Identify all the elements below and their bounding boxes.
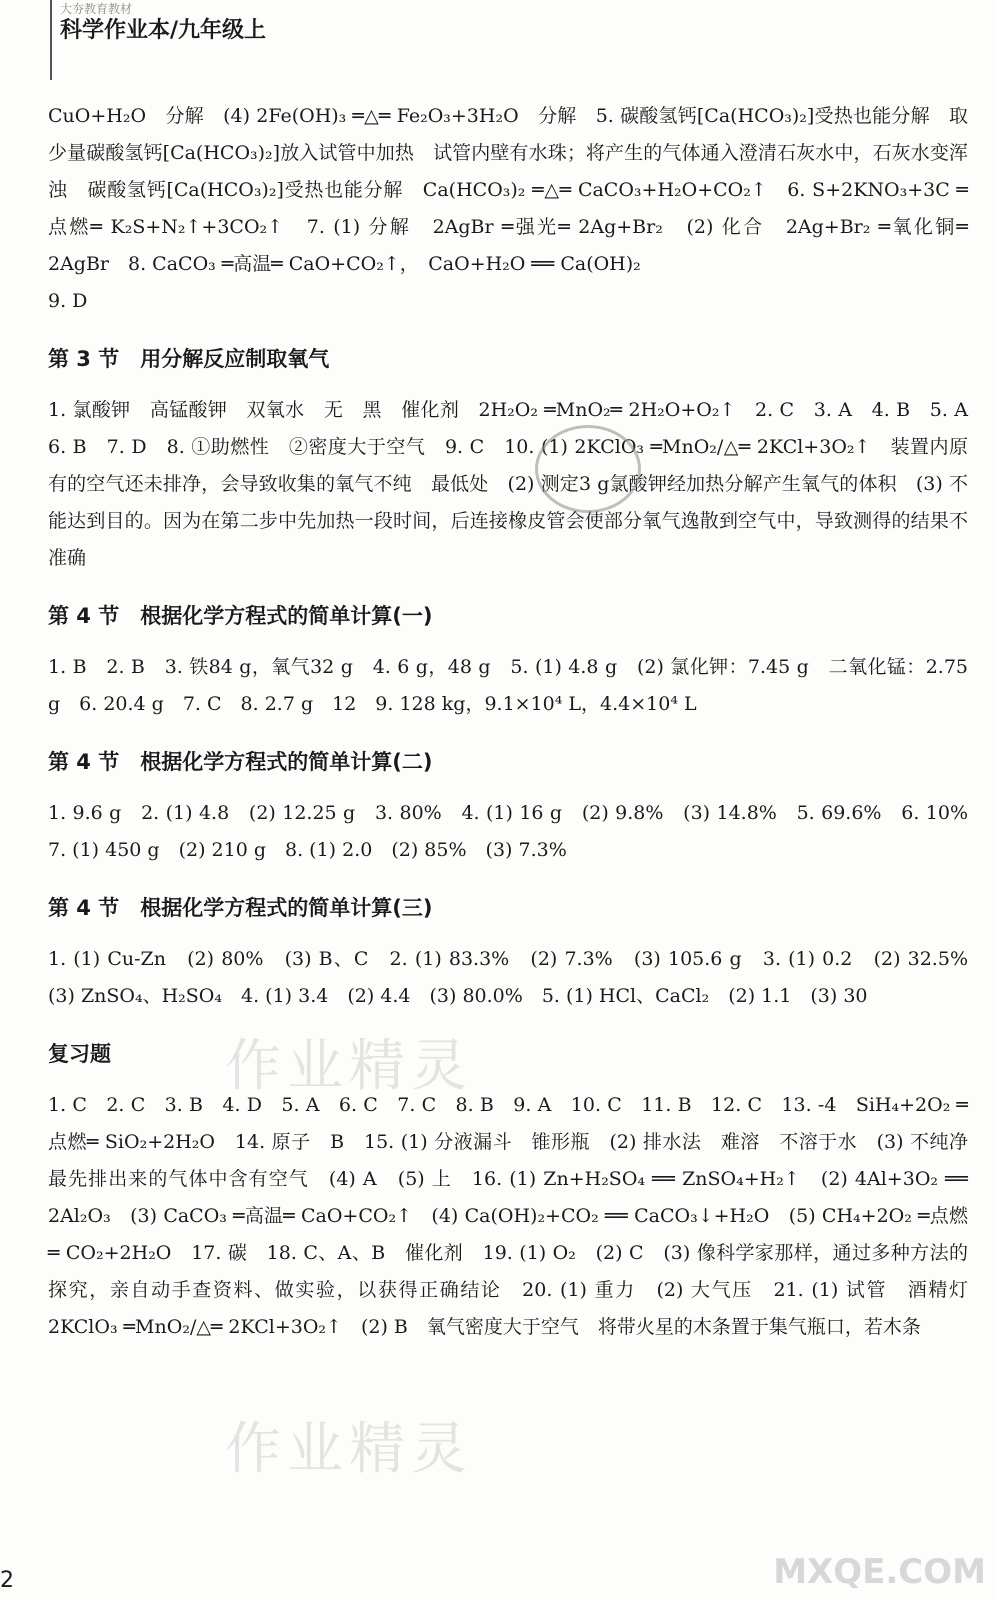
book-title: 科学作业本/九年级上 — [60, 18, 267, 43]
page-header — [0, 0, 996, 80]
section-heading: 第 4 节 根据化学方程式的简单计算(二) — [48, 750, 433, 774]
answer-paragraph: 1. 氯酸钾 高锰酸钾 双氧水 无 黑 催化剂 2H₂O₂ ═MnO₂═ 2H₂O+O₂↑ 2. C 3. A 4. B 5. A 6. B 7. D 8. ①助燃性 ②密度大于空气 9. C 10. (1) 2KClO₃ ═MnO₂/△═ 2KCl+3O₂↑ 装置内原有的空气还未排净，会导致收集的氧气不纯 最低处 (2) 测定3 g氯酸钾经加热分解产生氧气的体积 (3) 不能达到目的。因为在第二步中先加热一段时间，后连接橡皮管会使部分氧气逸散到空气中，导致测得的结果不准确 — [48, 399, 988, 569]
answer-paragraph: CuO+H₂O 分解 (4) 2Fe(OH)₃ ═△═ Fe₂O₃+3H₂O 分解 5. 碳酸氢钙[Ca(HCO₃)₂]受热也能分解 取少量碳酸氢钙[Ca(HCO₃)₂]放入试管中加热 试管内壁有水珠；将产生的气体通入澄清石灰水中，石灰水变浑浊 碳酸氢钙[Ca(HCO₃)₂]受热也能分解 Ca(HCO₃)₂ ═△═ CaCO₃+H₂O+CO₂↑ 6. S+2KNO₃+3C ═点燃═ K₂S+N₂↑+3CO₂↑ 7. (1) 分解 2AgBr ═强光═ 2Ag+Br₂ (2) 化合 2Ag+Br₂ ═氧化铜═ 2AgBr 8. CaCO₃ ═高温═ CaO+CO₂↑， CaO+H₂O ══ Ca(OH)₂ — [48, 105, 968, 275]
seal-stamp — [535, 425, 641, 513]
answer-paragraph: 1. 9.6 g 2. (1) 4.8 (2) 12.25 g 3. 80% 4. (1) 16 g (2) 9.8% (3) 14.8% 5. 69.6% 6. 10% 7. (1) 450 g (2) 210 g 8. (1) 2.0 (2) 85% (3) 7.3% — [48, 802, 988, 861]
answer-content — [48, 98, 988, 1346]
watermark: 作业精灵 — [225, 1034, 473, 1099]
corner-logo: MXQE.COM — [773, 1552, 986, 1592]
answer-paragraph: 1. C 2. C 3. B 4. D 5. A 6. C 7. C 8. B 9. A 10. C 11. B 12. C 13. -4 SiH₄+2O₂ ═点燃═ SiO₂+2H₂O 14. 原子 B 15. (1) 分液漏斗 锥形瓶 (2) 排水法 难溶 不溶于水 (3) 不纯净 最先排出来的气体中含有空气 (4) A (5) 上 16. (1) Zn+H₂SO₄ ══ ZnSO₄+H₂↑ (2) 4Al+3O₂ ══ 2Al₂O₃ (3) CaCO₃ ═高温═ CaO+CO₂↑ (4) Ca(OH)₂+CO₂ ══ CaCO₃↓+H₂O (5) CH₄+2O₂ ═点燃═ CO₂+2H₂O 17. 碳 18. C、A、B 催化剂 19. (1) O₂ (2) C (3) 像科学家那样，通过多种方法的探究，亲自动手查资料、做实验，以获得正确结论 20. (1) 重力 (2) 大气压 21. (1) 试管 酒精灯 2KClO₃ ═MnO₂/△═ 2KCl+3O₂↑ (2) B 氧气密度大于空气 将带火星的木条置于集气瓶口，若木条 — [48, 1094, 988, 1338]
section-heading: 第 4 节 根据化学方程式的简单计算(三) — [48, 896, 433, 920]
header-rule — [50, 0, 52, 80]
section-heading: 第 4 节 根据化学方程式的简单计算(一) — [48, 604, 433, 628]
answer-paragraph: 9. D — [48, 290, 88, 312]
page-number: 2 — [0, 1568, 14, 1593]
publisher-line: 大夯教育教材 — [60, 2, 133, 16]
answer-paragraph: 1. B 2. B 3. 铁84 g，氧气32 g 4. 6 g，48 g 5. (1) 4.8 g (2) 氯化钾：7.45 g 二氧化锰：2.75 g 6. 20.4 g 7. C 8. 2.7 g 12 9. 128 kg，9.1×10⁴ L，4.4×10⁴ L — [48, 656, 968, 715]
section-heading: 复习题 — [48, 1042, 111, 1066]
answer-paragraph: 1. (1) Cu-Zn (2) 80% (3) B、C 2. (1) 83.3% (2) 7.3% (3) 105.6 g 3. (1) 0.2 (2) 32.5% (3) ZnSO₄、H₂SO₄ 4. (1) 3.4 (2) 4.4 (3) 80.0% 5. (1) HCl、CaCl₂ (2) 1.1 (3) 30 — [48, 948, 988, 1007]
section-heading: 第 3 节 用分解反应制取氧气 — [48, 347, 330, 371]
watermark: 作业精灵 — [225, 1417, 473, 1482]
